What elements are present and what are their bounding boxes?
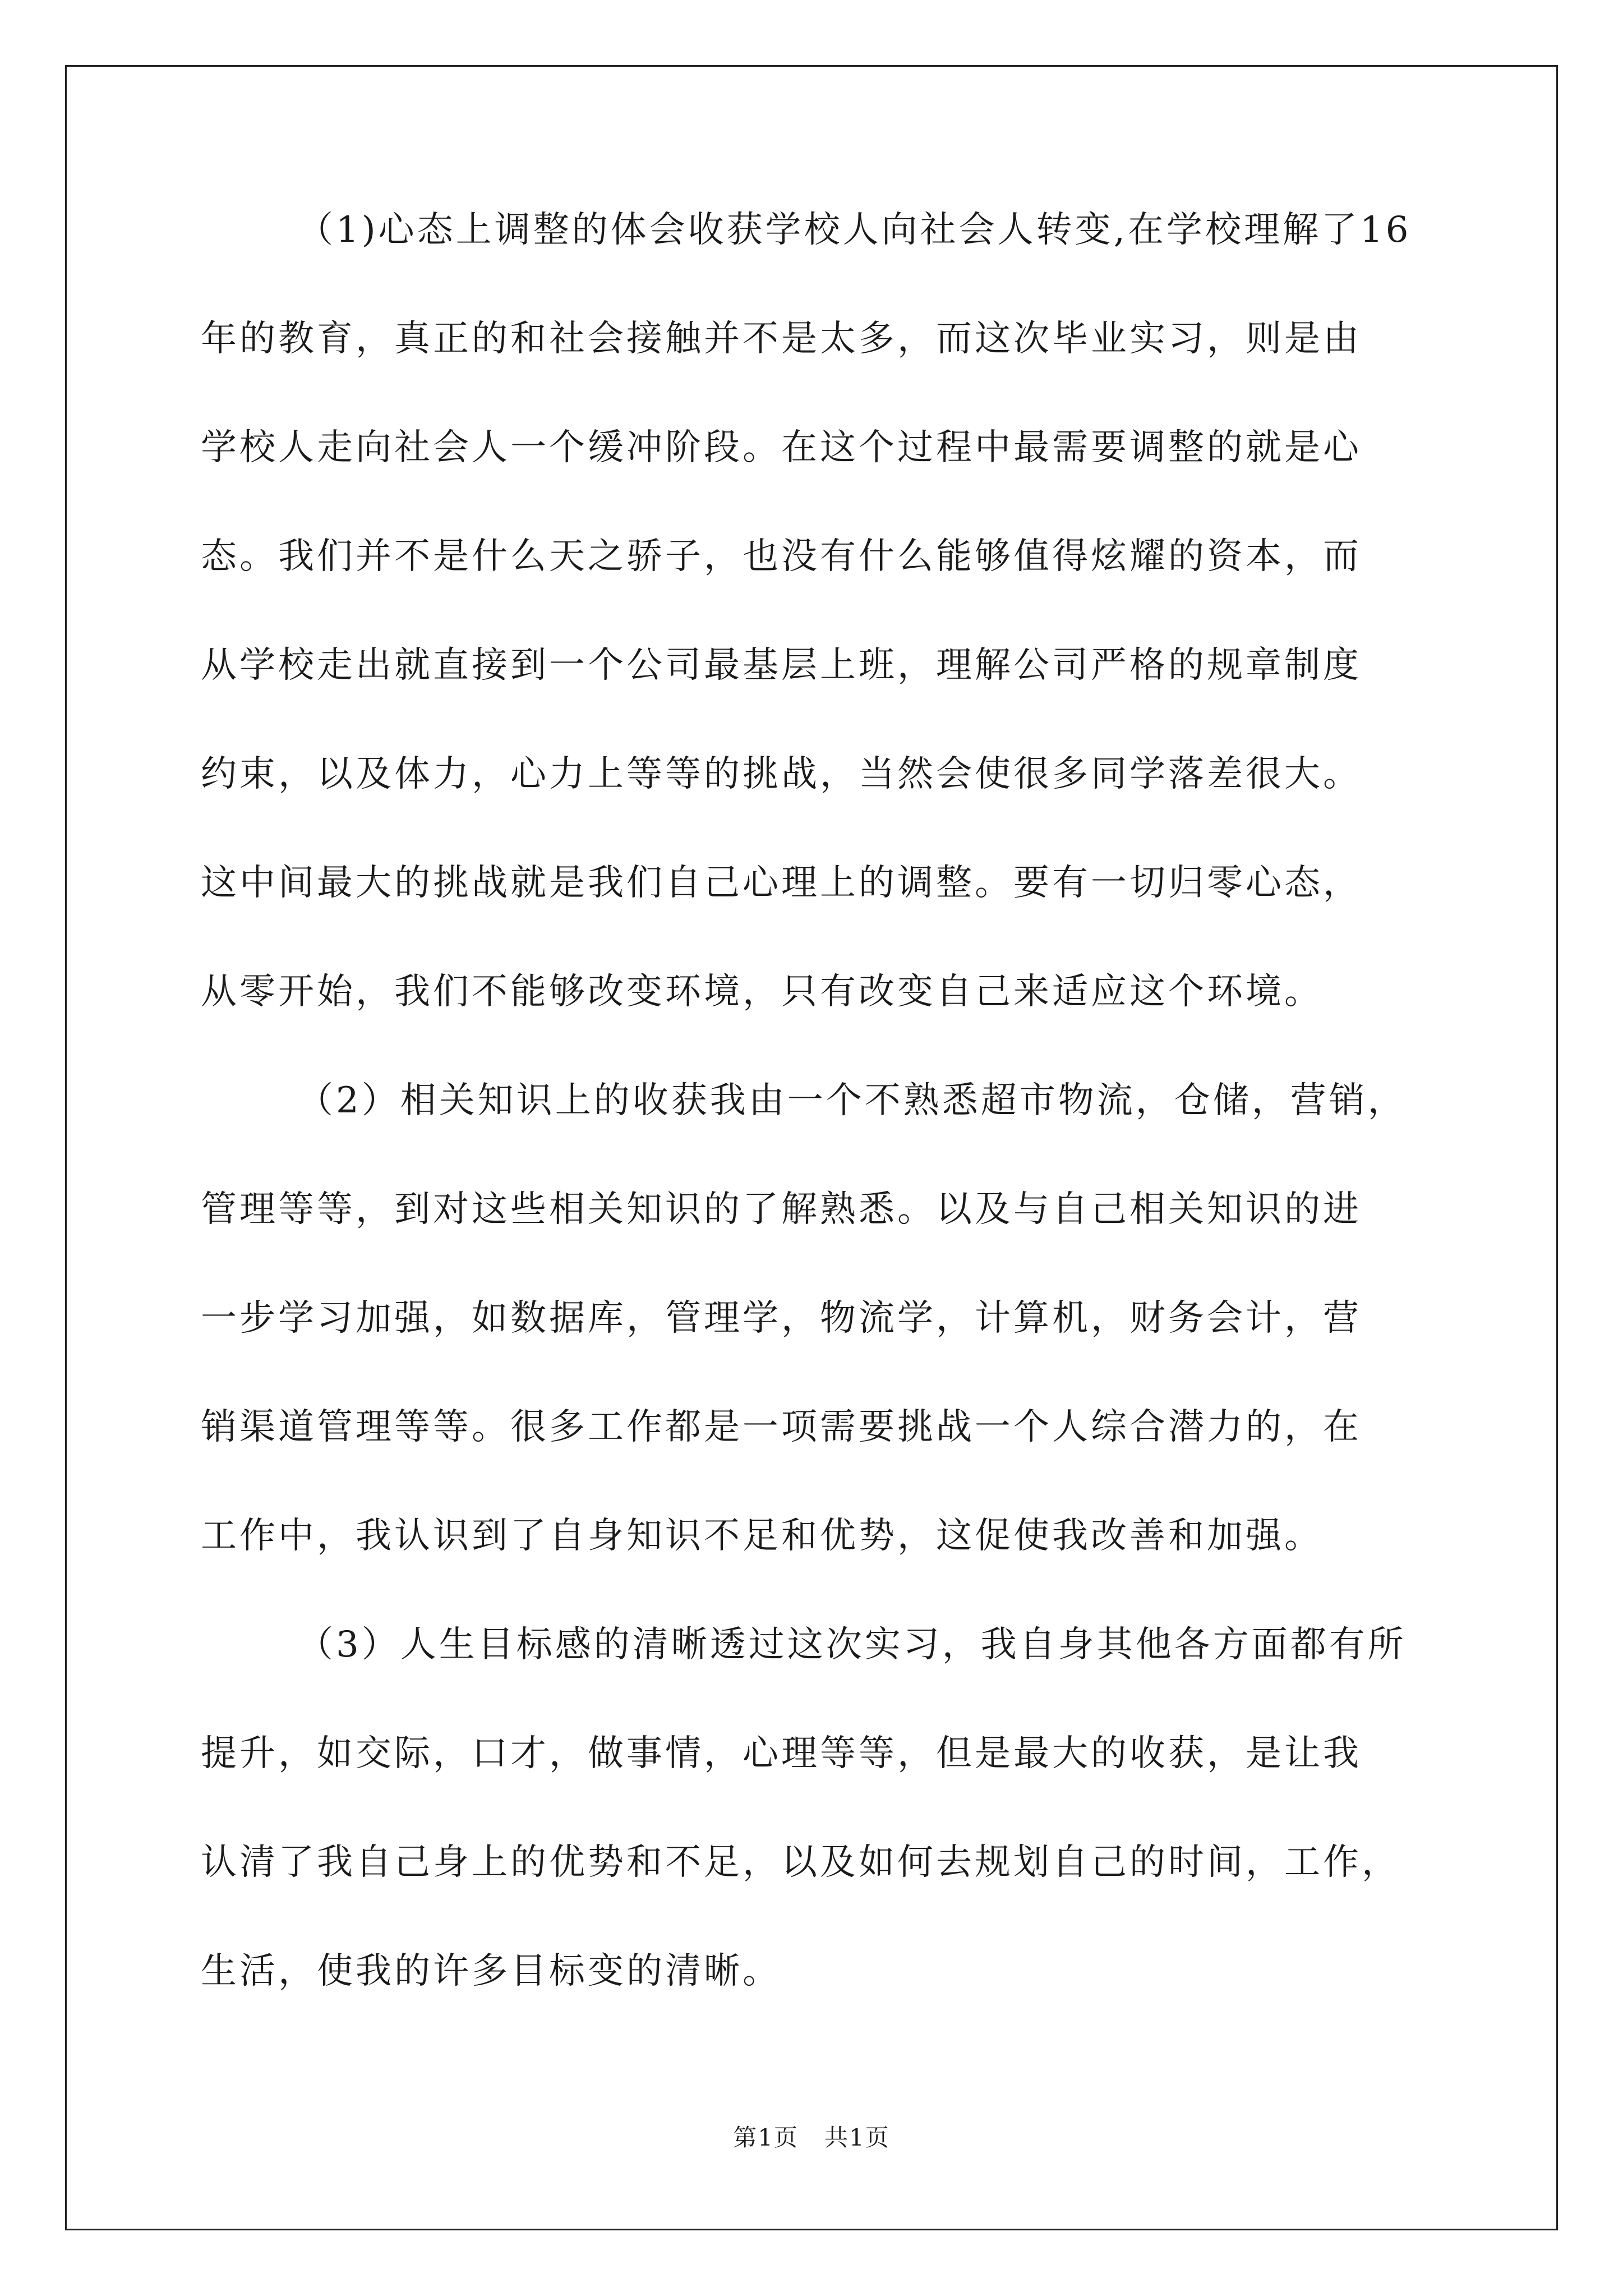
paragraph-1-line-2: 年的教育，真正的和社会接触并不是太多，而这次毕业实习，则是由	[201, 318, 1362, 360]
paragraph-2-line-3: 一步学习加强，如数据库，管理学，物流学，计算机，财务会计，营	[201, 1297, 1362, 1339]
paragraph-2-line-1: （2）相关知识上的收获我由一个不熟悉超市物流，仓储，营销，	[297, 1080, 1407, 1121]
paragraph-3-line-3: 认清了我自己身上的优势和不足，以及如何去规划自己的时间，工作，	[201, 1842, 1400, 1883]
paragraph-2-line-5: 工作中，我认识到了自身知识不足和优势，这促使我改善和加强。	[201, 1515, 1323, 1557]
paragraph-1-line-8: 从零开始，我们不能够改变环境，只有改变自己来适应这个环境。	[201, 971, 1323, 1013]
paragraph-1-line-3: 学校人走向社会人一个缓冲阶段。在这个过程中最需要调整的就是心	[201, 427, 1362, 468]
paragraph-1-line-4: 态。我们并不是什么天之骄子，也没有什么能够值得炫耀的资本，而	[201, 536, 1362, 577]
paragraph-3-line-1: （3）人生目标感的清晰透过这次实习，我自身其他各方面都有所	[297, 1624, 1407, 1665]
paragraph-3-line-2: 提升，如交际，口才，做事情，心理等等，但是最大的收获，是让我	[201, 1733, 1362, 1774]
paragraph-2-line-4: 销渠道管理等等。很多工作都是一项需要挑战一个人综合潜力的，在	[201, 1406, 1362, 1448]
page-number-footer: 第1页 共1页	[733, 2124, 890, 2151]
document-body	[201, 209, 1435, 2062]
paragraph-1-line-7: 这中间最大的挑战就是我们自己心理上的调整。要有一切归零心态，	[201, 862, 1362, 904]
paragraph-1-line-6: 约束，以及体力，心力上等等的挑战，当然会使很多同学落差很大。	[201, 753, 1362, 795]
paragraph-1-line-5: 从学校走出就直接到一个公司最基层上班，理解公司严格的规章制度	[201, 645, 1362, 686]
paragraph-1-line-1: （1)心态上调整的体会收获学校人向社会人转变,在学校理解了16	[297, 209, 1412, 251]
paragraph-2-line-2: 管理等等，到对这些相关知识的了解熟悉。以及与自己相关知识的进	[201, 1189, 1362, 1230]
paragraph-3-line-4: 生活，使我的许多目标变的清晰。	[201, 1950, 781, 1992]
